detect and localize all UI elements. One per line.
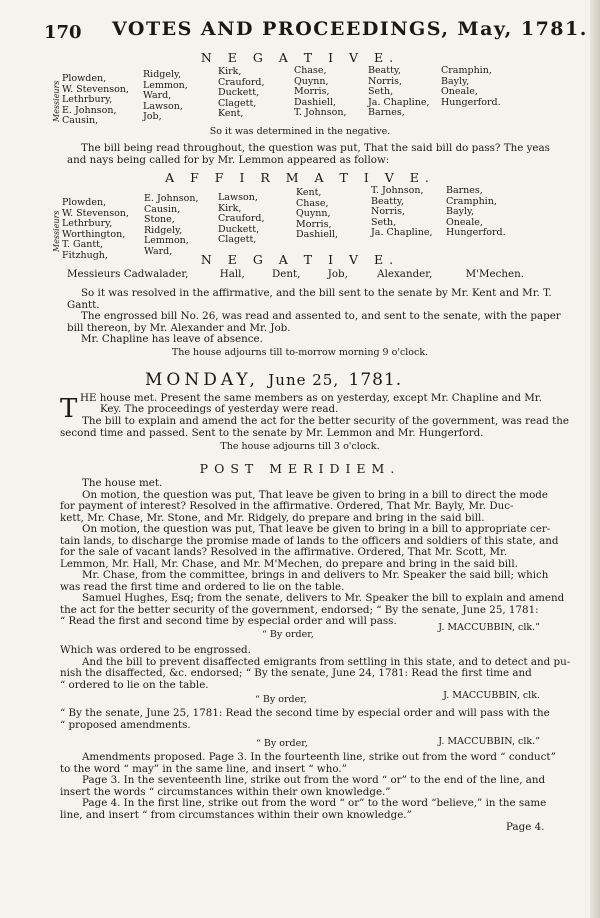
- post-meridiem-heading: POST MERIDIEM.: [199, 461, 401, 476]
- adjourns-line-2: The house adjourns till 3 o'clock.: [220, 441, 380, 452]
- sig1-name: J. MACCUBBIN, clk.”: [438, 622, 540, 633]
- messieurs-label-1: Messieurs: [52, 80, 61, 122]
- messieurs-label-2: Messieurs: [52, 210, 61, 252]
- negative1-col-1: Plowden, W. Stevenson, Lethrbury, E. Johnson, Causin,: [62, 73, 129, 127]
- negative1-col-4: Chase, Quynn, Morris, Dashiell, T. Johnson,: [294, 65, 347, 119]
- sig3-by-order: “ By order,: [256, 738, 308, 749]
- para-amendments: Amendments proposed. Page 3. In the fourteenth line, strike out from the word “ conduct” to the word “ may” in the same line, and insert “ who.” Page 3. In the seventeenth line, strike out from the word “ or” to the end of the line, and insert the words “ circumstances within their own knowledge.” Page 4. In the first line, strike out from the word “ or” to the word “believe,” in the same line, and insert “ from circumstances within their own knowledge.”: [60, 751, 556, 821]
- affirmative-col-4: Kent, Chase, Quynn, Morris, Dashiell,: [296, 187, 339, 241]
- sig2-name: J. MACCUBBIN, clk.: [443, 690, 540, 701]
- catchword: Page 4.: [506, 821, 545, 833]
- affirmative-col-3: Lawson, Kirk, Crauford, Duckett, Clagett,: [218, 192, 265, 246]
- adjourns-line-1: The house adjourns till to-morrow morning 9 o'clock.: [171, 347, 429, 358]
- para-monday-rest: The bill to explain and amend the act for the better security of the government, was read the second time and passed. Sent to the senate by Mr. Lemmon and Mr. Hungerford.: [60, 415, 569, 439]
- page-edge-shadow: [590, 0, 600, 918]
- monday-heading: MONDAY, June 25, 1781.: [145, 370, 403, 390]
- para-engrossed: Which was ordered to be engrossed. And the bill to prevent disaffected emigrants from settling in this state, and to detect and pu- nish the disaffected, &c. endorsed; “ By the senate, June 24, 1781: Read the first time and “ ordered to lie on the table.: [60, 644, 571, 691]
- negative1-col-2: Ridgely, Lemmon, Ward, Lawson, Job,: [143, 69, 188, 123]
- affirmative-col-6: Barnes, Cramphin, Bayly, Oneale, Hungerford.: [446, 185, 506, 239]
- para-bill: The bill being read throughout, the question was put, That the said bill do pass? The yeas and nays being called for by Mr. Lemmon appeared as follow:: [67, 142, 550, 166]
- dropcap-letter: T: [60, 394, 78, 424]
- negative1-col-3: Kirk, Crauford, Duckett, Clagett, Kent,: [218, 66, 265, 120]
- para-monday-second: Key. The proceedings of yesterday were read.: [100, 403, 339, 415]
- affirmative-col-1: Plowden, W. Stevenson, Lethrbury, Worthington, T. Gantt, Fitzhugh,: [62, 197, 129, 261]
- sig1-by-order: “ By order,: [262, 629, 314, 640]
- page-number: 170: [44, 22, 82, 43]
- affirmative-col-2: E. Johnson, Causin, Stone, Ridgely, Lemmon, Ward,: [144, 193, 199, 257]
- para-post-meridiem: The house met. On motion, the question was put, That leave be given to bring in a bill to direct the mode for payment of interest? Resolved in the affirmative. Ordered, That Mr. Bayly, Mr. Duc- kett, Mr. Chase, Mr. Stone, and Mr. Ridgely, do prepare and bring in the said bill. On motion, the question was put, That leave be given to bring in a bill to appropriate cer- tain lands, to discharge the promise made of lands to the officers and soldiers of this state, and for the sale of vacant lands? Resolved in the affirmative. Ordered, That Mr. Scott, Mr. Lemmon, Mr. Hall, Mr. Chase, and Mr. M'Mechen, do prepare and bring in the said bill. Mr. Chase, from the committee, brings in and delivers to Mr. Speaker the said bill; which was read the first time and ordered to lie on the table. Samuel Hughes, Esq; from the senate, delivers to Mr. Speaker the bill to explain and amend the act for the better security of the government, endorsed; “ By the senate, June 25, 1781: “ Read the first and second time by especial order and will pass.: [60, 477, 565, 627]
- sig2-by-order: “ By order,: [255, 694, 307, 705]
- para-senate-second: “ By the senate, June 25, 1781: Read the second time by especial order and will pass with the “ proposed amendments.: [60, 707, 550, 731]
- negative-heading-1: N E G A T I V E.: [200, 50, 400, 65]
- negative1-footer: So it was determined in the negative.: [209, 126, 391, 137]
- negative2-line: Messieurs Cadwalader, Hall, Dent, Job, Alexander, M'Mechen.: [67, 268, 525, 280]
- sig3-name: J. MACCUBBIN, clk.”: [438, 736, 540, 747]
- negative1-col-6: Cramphin, Bayly, Oneale, Hungerford.: [441, 65, 501, 108]
- negative-heading-2: N E G A T I V E.: [200, 252, 400, 267]
- affirmative-heading: A F F I R M A T I V E.: [165, 170, 435, 185]
- para-resolved: So it was resolved in the affirmative, and the bill sent to the senate by Mr. Kent and Mr. T. Gantt. The engrossed bill No. 26, was read and assented to, and sent to the senate, with the paper bill thereon, by Mr. Alexander and Mr. Job. Mr. Chapline has leave of absence.: [67, 287, 561, 345]
- running-title: VOTES AND PROCEEDINGS, May, 1781.: [112, 18, 588, 40]
- para-monday-first: HE house met. Present the same members as on yesterday, except Mr. Chapline and Mr.: [80, 392, 542, 404]
- negative1-col-5: Beatty, Norris, Seth, Ja. Chapline, Barnes,: [368, 65, 430, 119]
- affirmative-col-5: T. Johnson, Beatty, Norris, Seth, Ja. Chapline,: [371, 185, 433, 239]
